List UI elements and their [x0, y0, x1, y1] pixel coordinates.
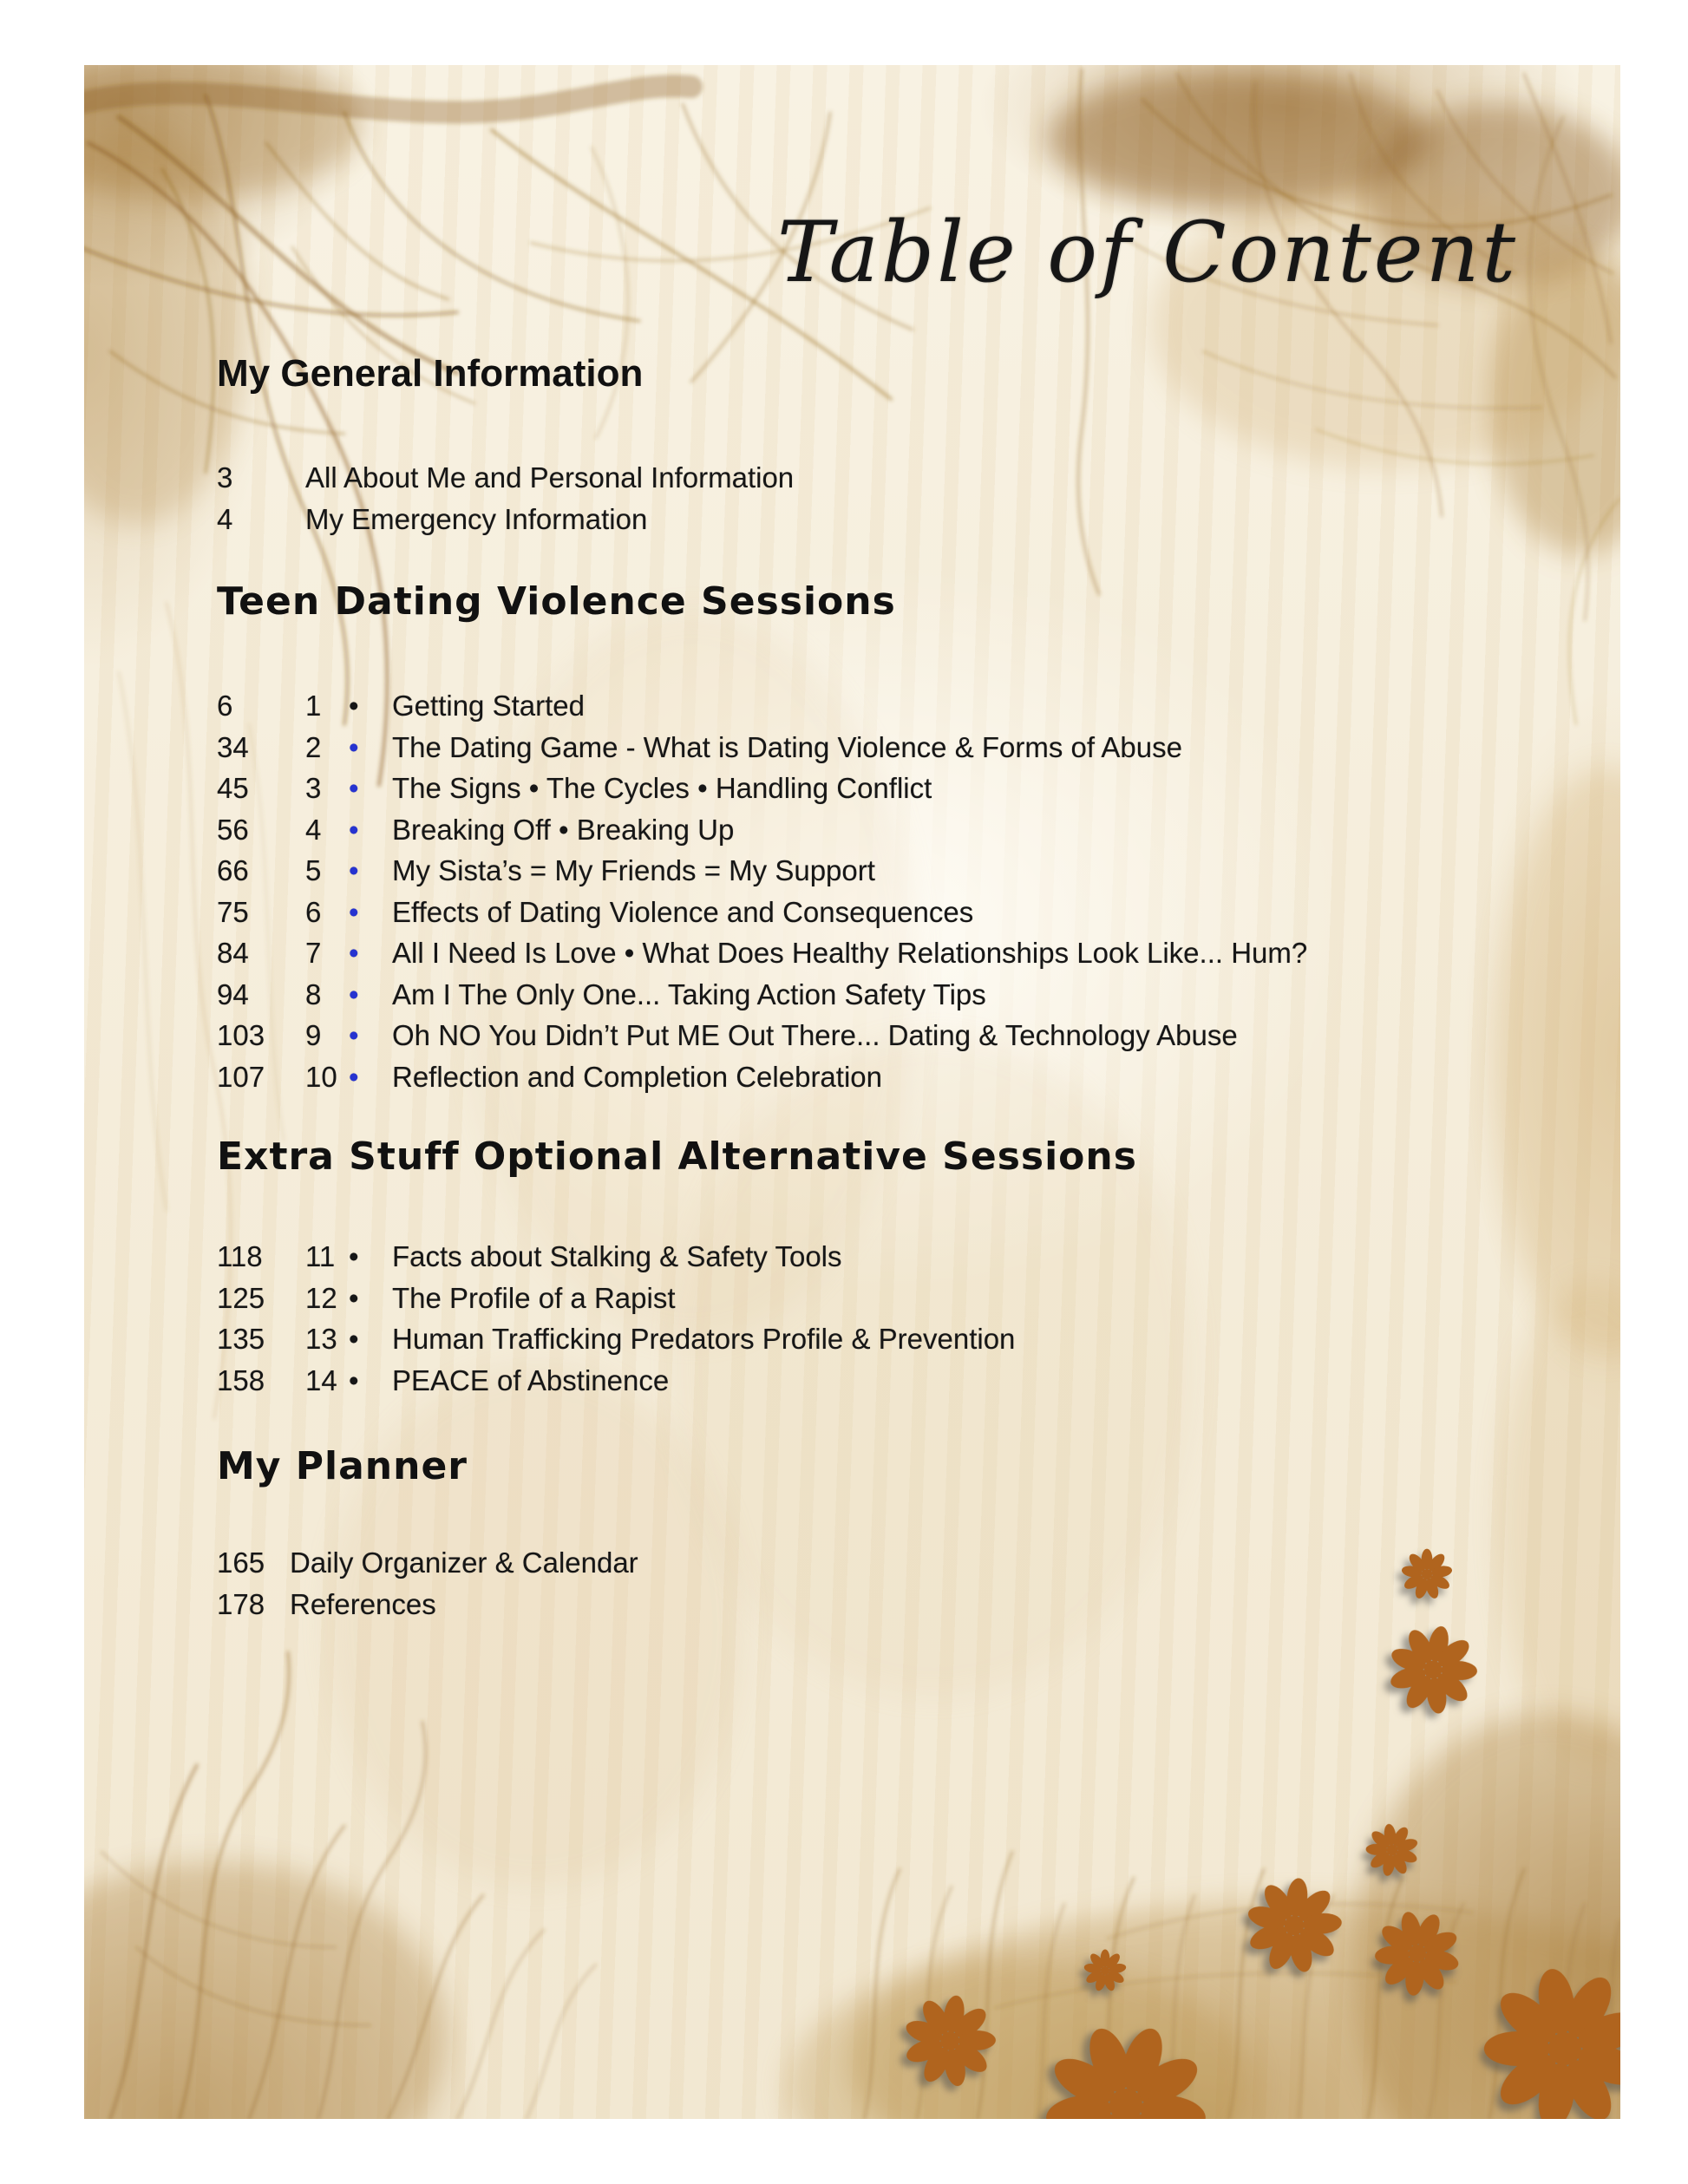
toc-list	[217, 685, 1307, 1097]
session-number: 11	[305, 1240, 336, 1272]
section-heading: Extra Stuff Optional Alternative Sessions	[217, 1135, 1137, 1179]
toc-entry	[217, 727, 1307, 768]
entry-title: The Dating Game - What is Dating Violence & Forms of Abuse	[392, 730, 1182, 763]
entry-title: All I Need Is Love • What Does Healthy Relationships Look Like... Hum?	[392, 937, 1308, 969]
entry-title: My Sista’s = My Friends = My Support	[392, 854, 875, 886]
page-number: 84	[217, 937, 249, 969]
toc-entry	[217, 1236, 1137, 1278]
bullet-icon: •	[349, 1060, 359, 1093]
flower-icon	[896, 1987, 1004, 2095]
toc-entry	[217, 974, 1307, 1016]
section-heading: Teen Dating Violence Sessions	[217, 579, 896, 624]
toc-list	[217, 457, 794, 539]
page-number: 158	[217, 1363, 265, 1396]
page-number: 3	[217, 461, 233, 494]
entry-title: All About Me and Personal Information	[305, 461, 795, 494]
toc-entry	[217, 1318, 1137, 1360]
toc-entry	[217, 1542, 638, 1584]
page-title: Table of Content	[776, 204, 1518, 301]
flower-icon	[1240, 1872, 1347, 1978]
bullet-icon: •	[349, 1240, 359, 1272]
toc-entry	[217, 809, 1307, 851]
flower-icon	[1083, 1949, 1127, 1992]
flower-icon	[1469, 1953, 1620, 2119]
entry-title: References	[290, 1587, 436, 1620]
session-number: 10	[305, 1060, 337, 1093]
entry-title: Oh NO You Didn’t Put ME Out There... Dating & Technology Abuse	[392, 1019, 1238, 1051]
session-number: 8	[305, 978, 322, 1010]
toc-page	[84, 65, 1620, 2119]
session-number: 7	[305, 937, 322, 969]
entry-title: Reflection and Completion Celebration	[392, 1060, 882, 1093]
section-planner	[217, 1444, 638, 1625]
page-number: 66	[217, 854, 249, 886]
session-number: 3	[305, 772, 322, 804]
toc-entry	[217, 685, 1307, 727]
bullet-icon: •	[349, 937, 359, 969]
page-number: 75	[217, 895, 249, 928]
page-number: 165	[217, 1546, 265, 1579]
flower-icon	[1401, 1548, 1453, 1600]
bullet-icon: •	[349, 1323, 359, 1355]
page-number: 125	[217, 1281, 265, 1314]
session-number: 12	[305, 1281, 337, 1314]
session-number: 5	[305, 854, 322, 886]
flower-icon	[1379, 1616, 1486, 1723]
session-number: 4	[305, 813, 322, 846]
toc-entry	[217, 499, 794, 540]
page-number: 135	[217, 1323, 265, 1355]
bullet-icon: •	[349, 1363, 359, 1396]
bullet-icon: •	[349, 730, 359, 763]
toc-entry	[217, 850, 1307, 892]
section-sessions	[217, 579, 1307, 1097]
bullet-icon: •	[349, 1019, 359, 1051]
page-number: 94	[217, 978, 249, 1010]
entry-title: Daily Organizer & Calendar	[290, 1546, 638, 1579]
toc-entry	[217, 1015, 1307, 1056]
entry-title: Getting Started	[392, 690, 585, 722]
session-number: 9	[305, 1019, 322, 1051]
bullet-icon: •	[349, 690, 359, 722]
toc-list	[217, 1236, 1137, 1401]
page-number: 178	[217, 1587, 265, 1620]
entry-title: PEACE of Abstinence	[392, 1363, 670, 1396]
bullet-icon: •	[349, 978, 359, 1010]
entry-title: Breaking Off • Breaking Up	[392, 813, 735, 846]
toc-entry	[217, 932, 1307, 974]
session-number: 14	[305, 1363, 337, 1396]
toc-entry	[217, 1278, 1137, 1319]
toc-entry	[217, 1056, 1307, 1098]
toc-entry	[217, 1360, 1137, 1402]
session-number: 13	[305, 1323, 337, 1355]
entry-title: The Profile of a Rapist	[392, 1281, 676, 1314]
bullet-icon: •	[349, 772, 359, 804]
section-heading: My Planner	[217, 1444, 468, 1488]
page-number: 118	[217, 1240, 263, 1272]
page-number: 4	[217, 502, 233, 535]
session-number: 1	[305, 690, 322, 722]
toc-list	[217, 1542, 638, 1625]
session-number: 2	[305, 730, 322, 763]
page-number: 56	[217, 813, 249, 846]
entry-title: Am I The Only One... Taking Action Safety Tips	[392, 978, 986, 1010]
bullet-icon: •	[349, 854, 359, 886]
toc-entry	[217, 457, 794, 499]
toc-entry	[217, 768, 1307, 809]
toc-entry	[217, 892, 1307, 933]
bullet-icon: •	[349, 895, 359, 928]
page-number: 45	[217, 772, 249, 804]
bullet-icon: •	[349, 1281, 359, 1314]
toc-entry	[217, 1584, 638, 1625]
session-number: 6	[305, 895, 322, 928]
section-heading: My General Information	[217, 352, 644, 395]
section-general	[217, 351, 794, 539]
entry-title: Facts about Stalking & Safety Tools	[392, 1240, 842, 1272]
flower-icon	[1362, 1820, 1423, 1880]
entry-title: Effects of Dating Violence and Consequences	[392, 895, 974, 928]
section-extra	[217, 1135, 1137, 1401]
bullet-icon: •	[349, 813, 359, 846]
page-number: 103	[217, 1019, 265, 1051]
entry-title: My Emergency Information	[305, 502, 648, 535]
page-number: 107	[217, 1060, 265, 1093]
entry-title: The Signs • The Cycles • Handling Conflict	[392, 772, 932, 804]
page-number: 6	[217, 690, 233, 722]
page-number: 34	[217, 730, 249, 763]
entry-title: Human Trafficking Predators Profile & Prevention	[392, 1323, 1016, 1355]
